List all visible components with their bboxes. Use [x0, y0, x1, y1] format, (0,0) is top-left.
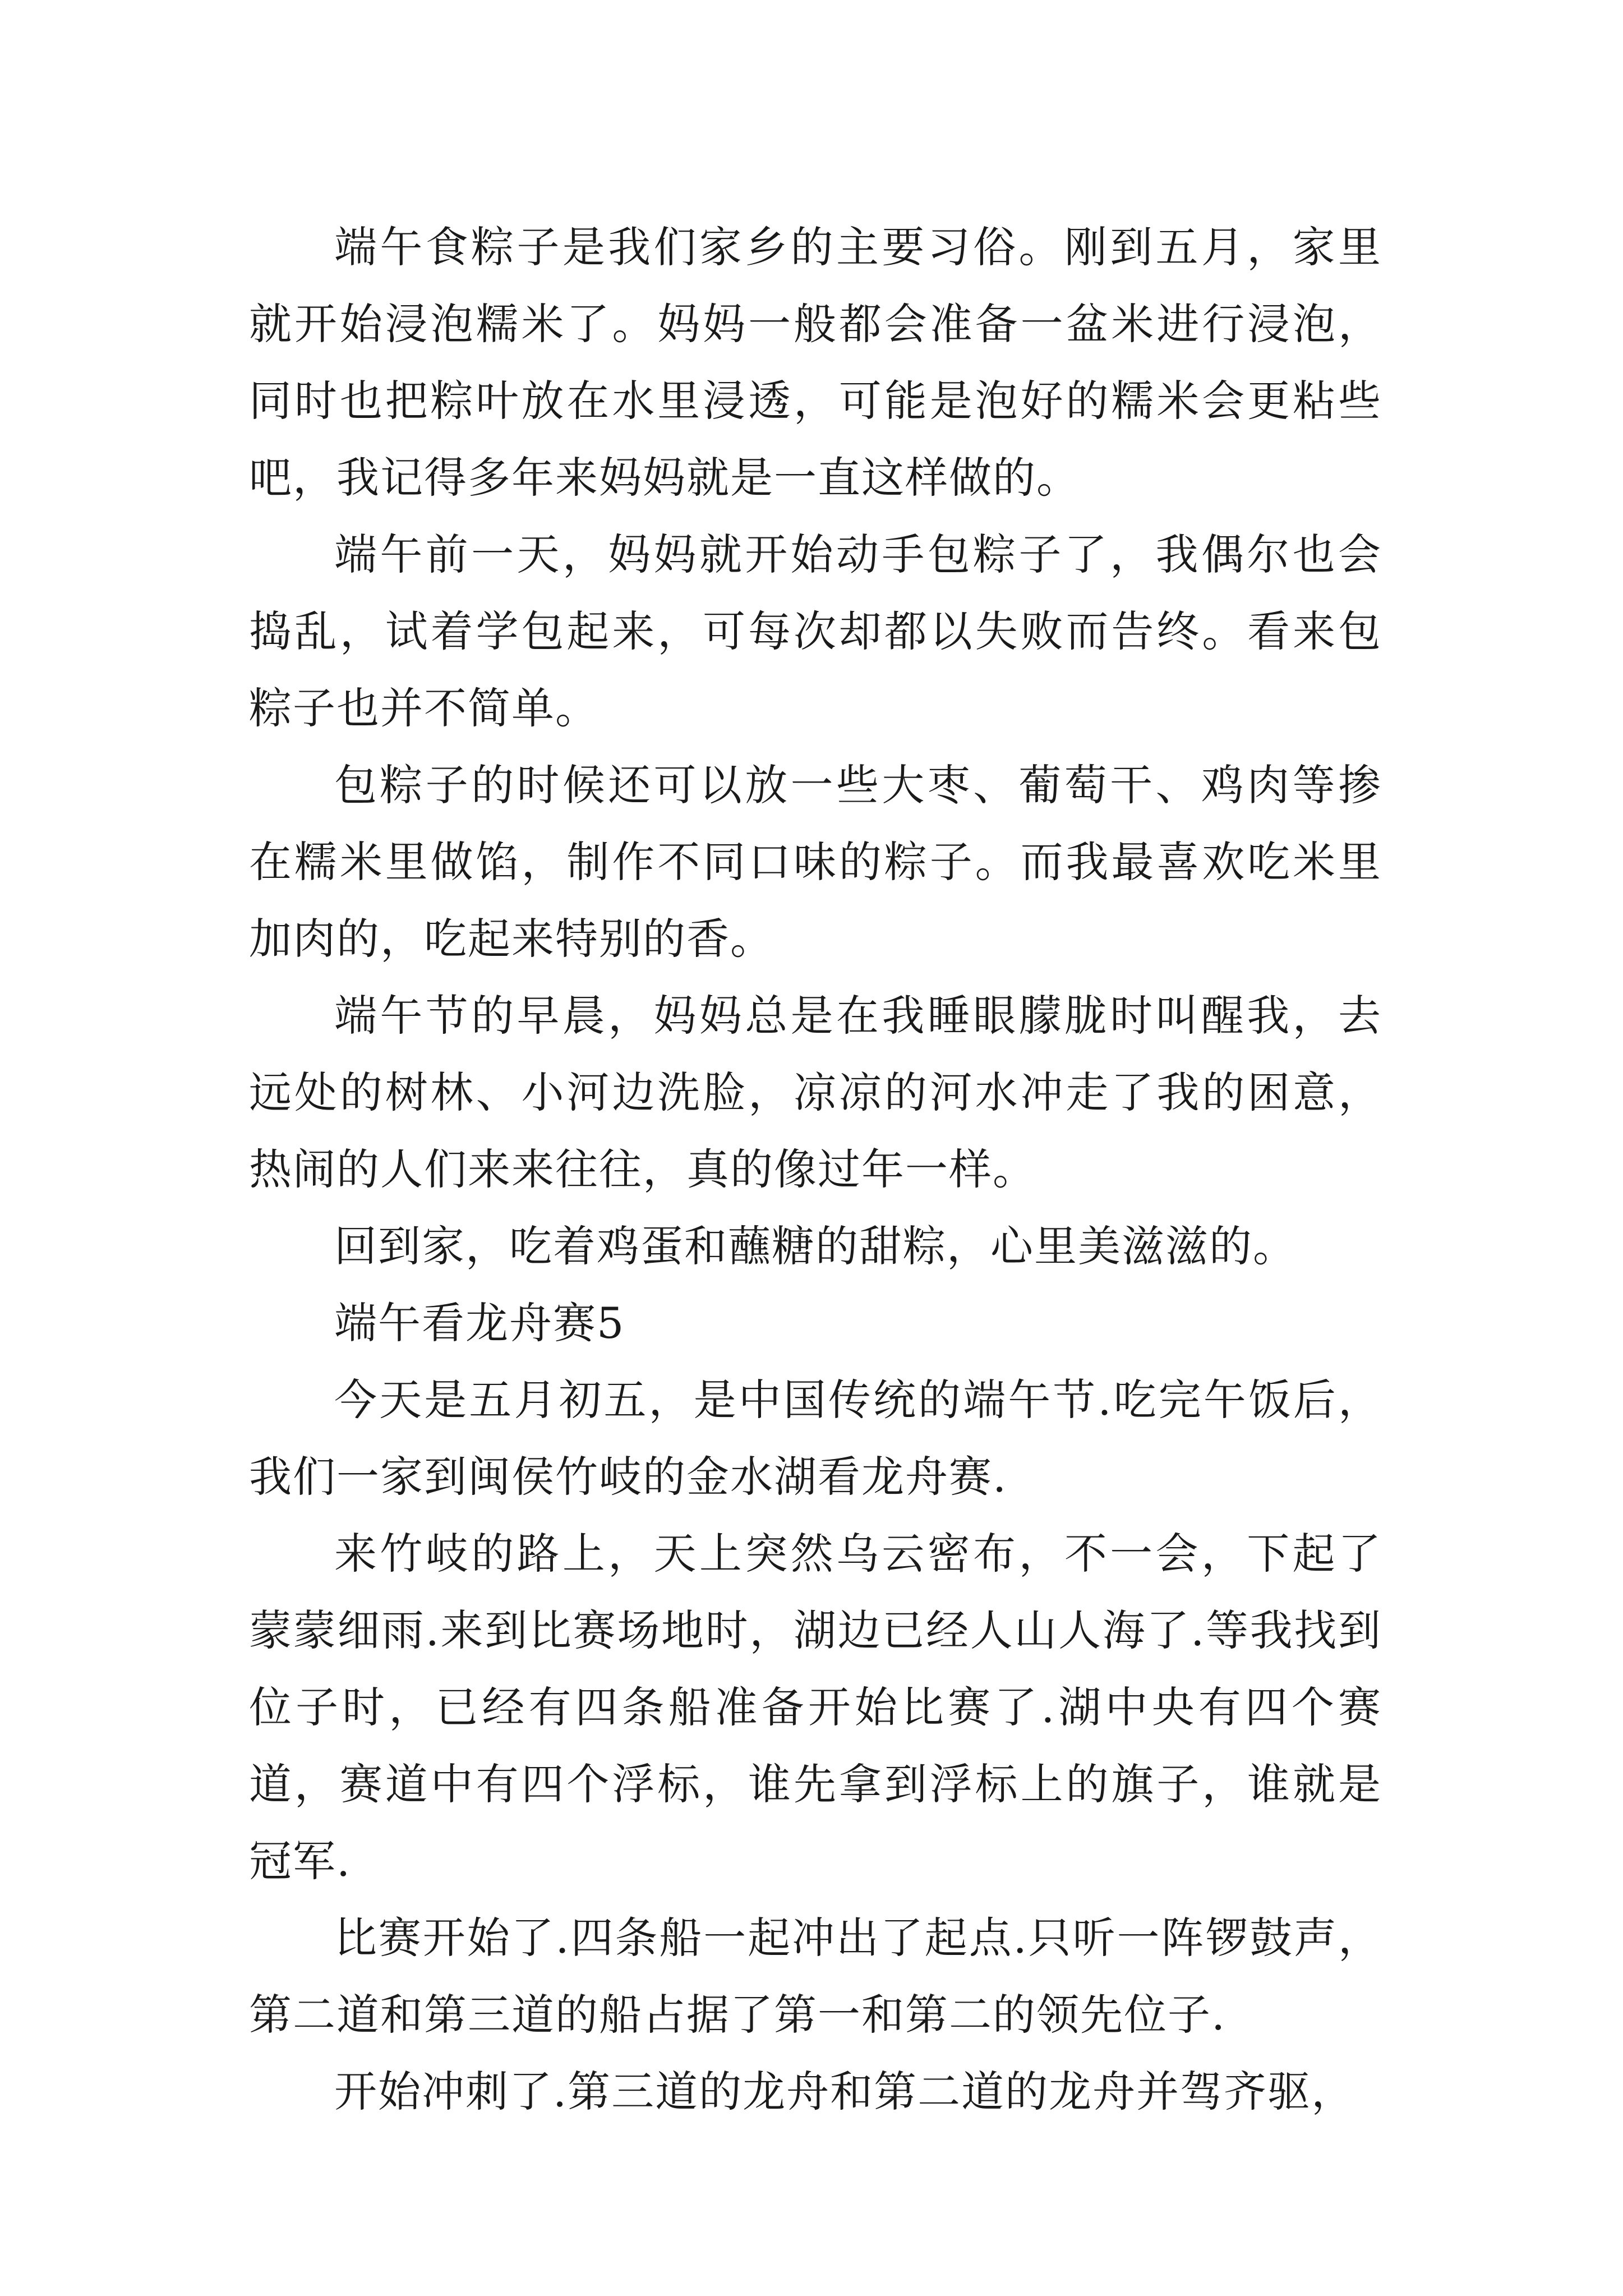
paragraph-4: 端午节的早晨，妈妈总是在我睡眼朦胧时叫醒我，去远处的树林、小河边洗脸，凉凉的河水冲走了我的困意，热闹的人们来来往往，真的像过年一样。 [249, 991, 1382, 1194]
paragraph-1: 端午食粽子是我们家乡的主要习俗。刚到五月，家里就开始浸泡糯米了。妈妈一般都会准备一盆米进行浸泡，同时也把粽叶放在水里浸透，可能是泡好的糯米会更粘些吧，我记得多年来妈妈就是一直这样做的。 [249, 222, 1382, 503]
document-body [249, 209, 1382, 2130]
paragraph-2: 端午前一天，妈妈就开始动手包粽子了，我偶尔也会捣乱，试着学包起来，可每次却都以失败而告终。看来包粽子也并不简单。 [249, 530, 1382, 733]
paragraph-6: 今天是五月初五，是中国传统的端午节.吃完午饭后，我们一家到闽侯竹岐的金水湖看龙舟赛. [249, 1375, 1382, 1502]
paragraph-3: 包粽子的时候还可以放一些大枣、葡萄干、鸡肉等掺在糯米里做馅，制作不同口味的粽子。而我最喜欢吃米里加肉的，吃起来特别的香。 [249, 760, 1382, 964]
paragraph-8: 比赛开始了.四条船一起冲出了起点.只听一阵锣鼓声，第二道和第三道的船占据了第一和第二的领先位子. [249, 1913, 1382, 2040]
paragraph-5: 回到家，吃着鸡蛋和蘸糖的甜粽，心里美滋滋的。 [334, 1221, 1297, 1271]
paragraph-9: 开始冲刺了.第三道的龙舟和第二道的龙舟并驾齐驱， [334, 2067, 1355, 2116]
section-heading: 端午看龙舟赛5 [334, 1298, 625, 1348]
paragraph-7: 来竹岐的路上，天上突然乌云密布，不一会，下起了蒙蒙细雨.来到比赛场地时，湖边已经人山人海了.等我找到位子时，已经有四条船准备开始比赛了.湖中央有四个赛道，赛道中有四个浮标，谁先拿到浮标上的旗子，谁就是冠军. [249, 1529, 1382, 1886]
